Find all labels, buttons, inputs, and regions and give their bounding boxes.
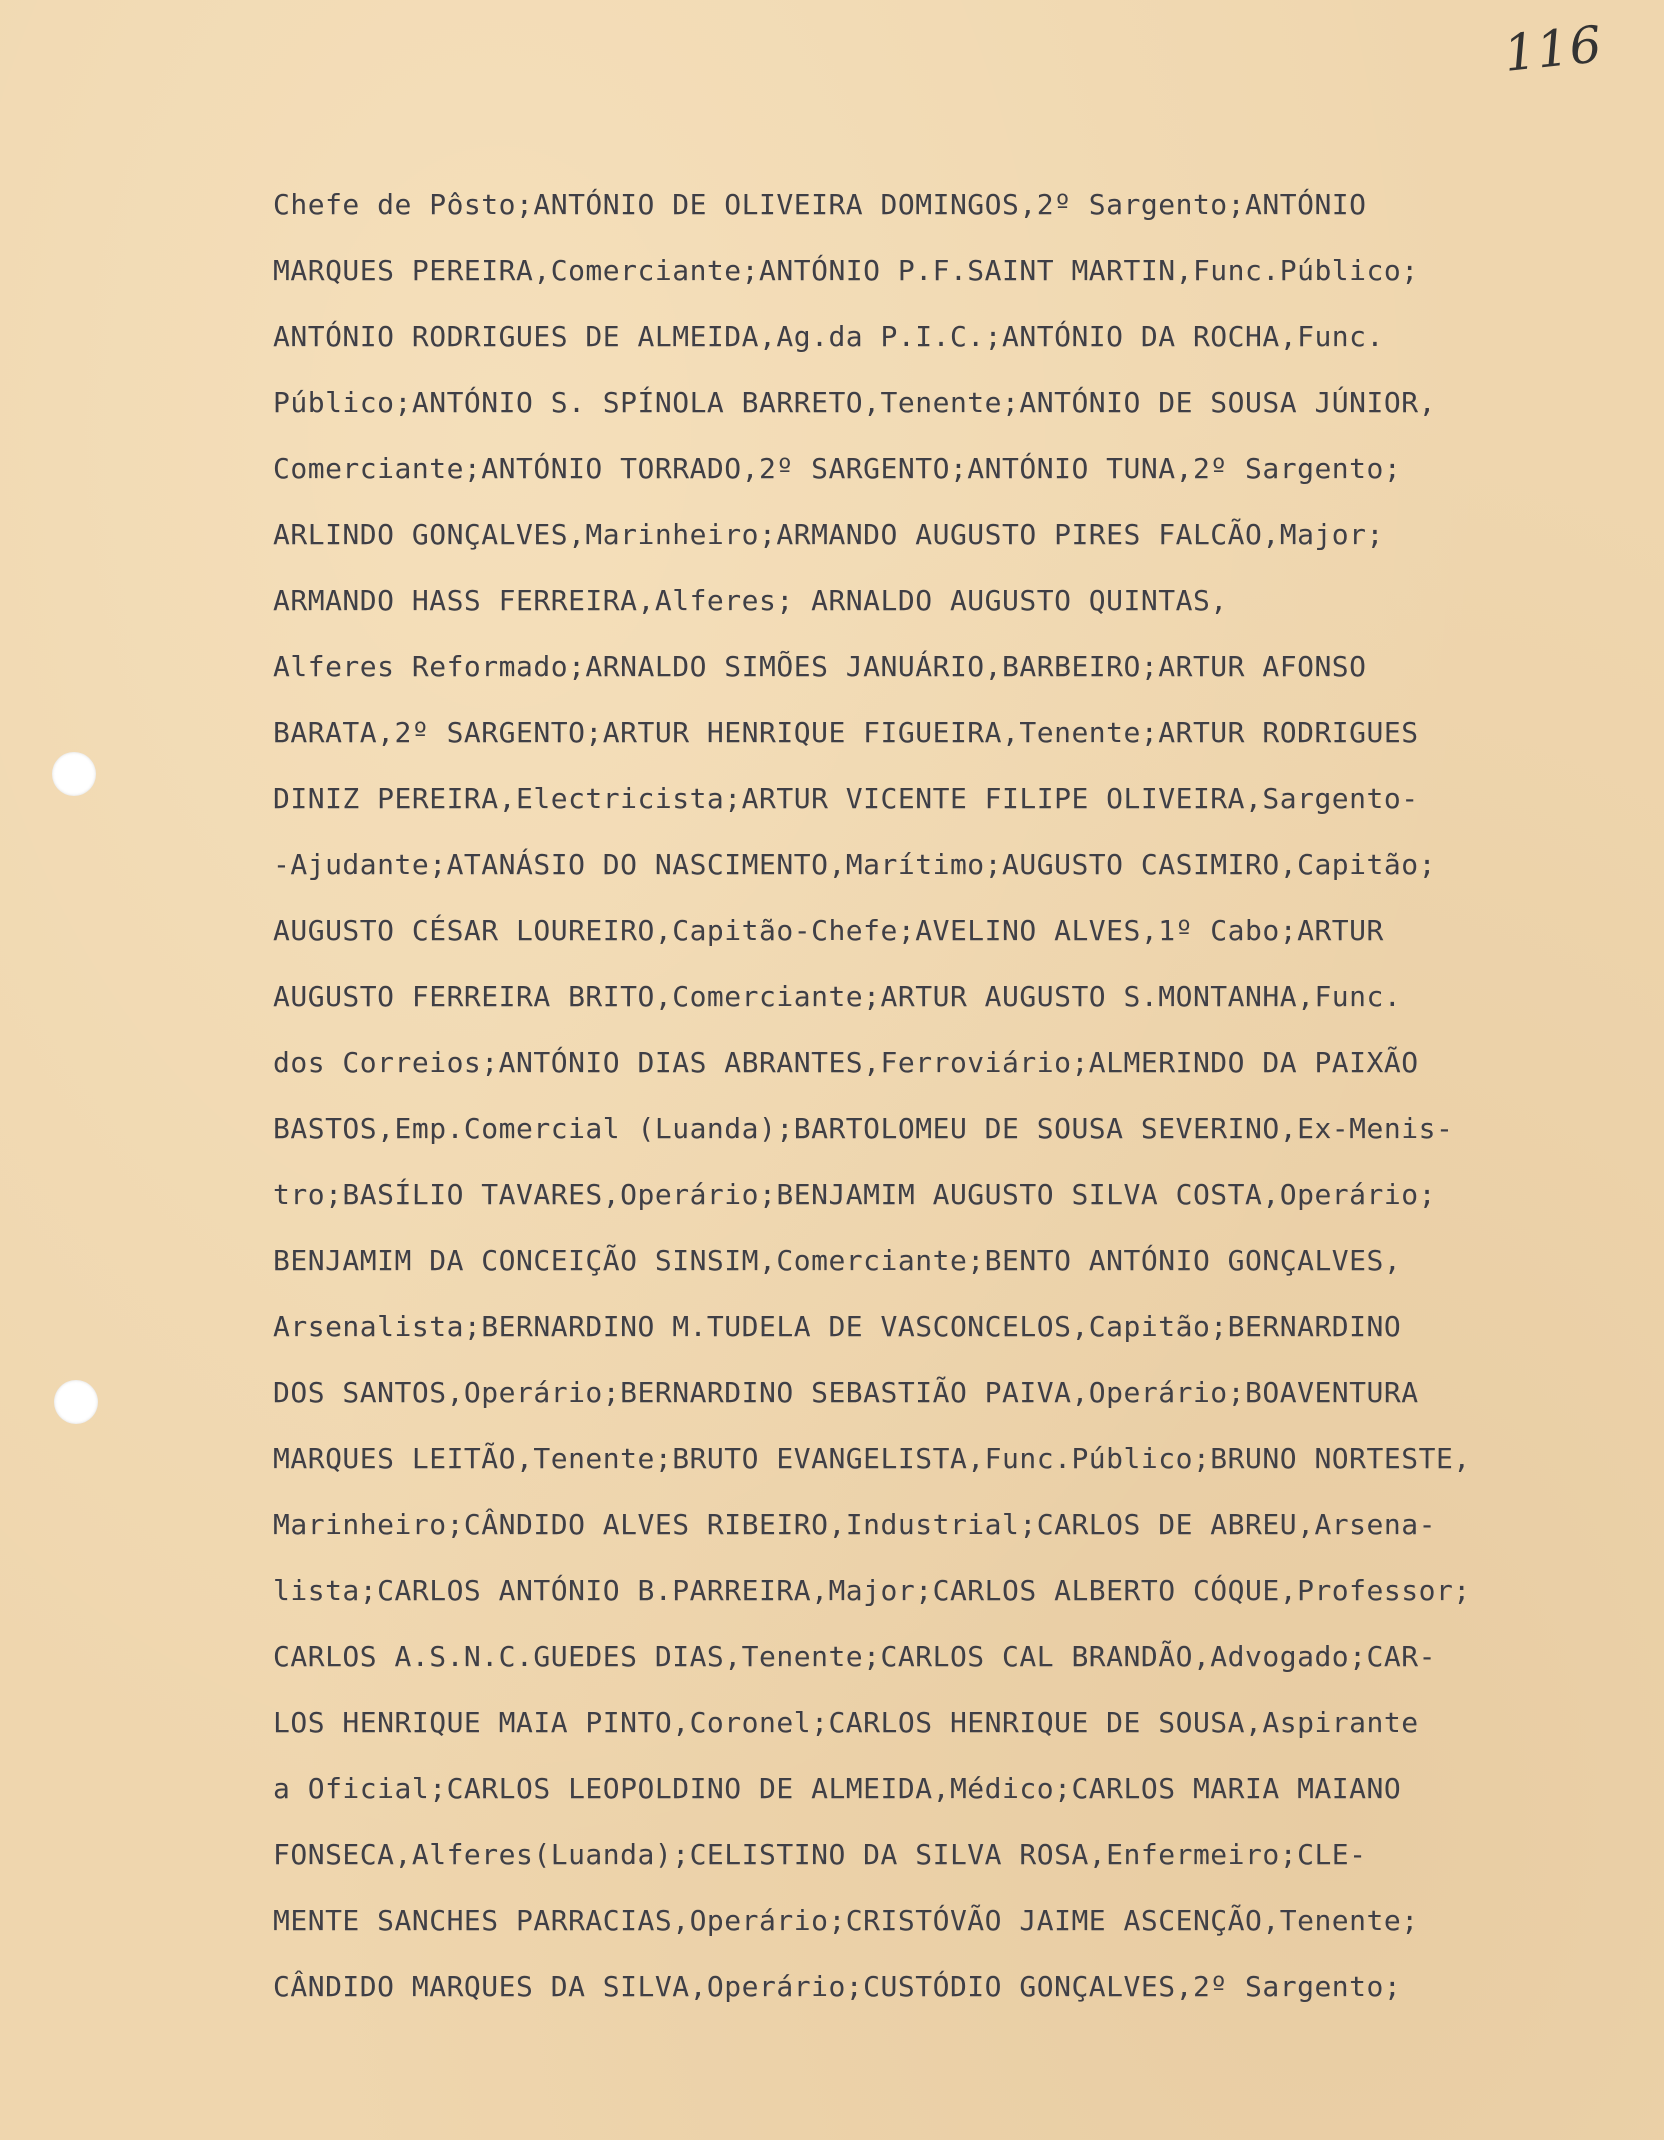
- text-line: Marinheiro;CÂNDIDO ALVES RIBEIRO,Industrial;CARLOS DE ABREU,Arsena-: [273, 1508, 1436, 1541]
- page-number: 116: [1501, 15, 1606, 83]
- text-line: dos Correios;ANTÓNIO DIAS ABRANTES,Ferroviário;ALMERINDO DA PAIXÃO: [273, 1046, 1419, 1079]
- text-line: MENTE SANCHES PARRACIAS,Operário;CRISTÓVÃO JAIME ASCENÇÃO,Tenente;: [273, 1904, 1419, 1937]
- text-line: ARMANDO HASS FERREIRA,Alferes; ARNALDO AUGUSTO QUINTAS,: [273, 584, 1228, 617]
- text-line: FONSECA,Alferes(Luanda);CELISTINO DA SILVA ROSA,Enfermeiro;CLE-: [273, 1838, 1367, 1871]
- text-line: -Ajudante;ATANÁSIO DO NASCIMENTO,Marítimo;AUGUSTO CASIMIRO,Capitão;: [273, 848, 1436, 881]
- text-line: DINIZ PEREIRA,Electricista;ARTUR VICENTE FILIPE OLIVEIRA,Sargento-: [273, 782, 1419, 815]
- text-line: Arsenalista;BERNARDINO M.TUDELA DE VASCONCELOS,Capitão;BERNARDINO: [273, 1310, 1402, 1343]
- text-line: Público;ANTÓNIO S. SPÍNOLA BARRETO,Tenente;ANTÓNIO DE SOUSA JÚNIOR,: [273, 386, 1436, 419]
- text-line: AUGUSTO FERREIRA BRITO,Comerciante;ARTUR AUGUSTO S.MONTANHA,Func.: [273, 980, 1402, 1013]
- text-line: Comerciante;ANTÓNIO TORRADO,2º SARGENTO;ANTÓNIO TUNA,2º Sargento;: [273, 452, 1402, 485]
- text-line: tro;BASÍLIO TAVARES,Operário;BENJAMIM AUGUSTO SILVA COSTA,Operário;: [273, 1178, 1436, 1211]
- text-line: CÂNDIDO MARQUES DA SILVA,Operário;CUSTÓDIO GONÇALVES,2º Sargento;: [273, 1970, 1402, 2003]
- text-line: AUGUSTO CÉSAR LOUREIRO,Capitão-Chefe;AVELINO ALVES,1º Cabo;ARTUR: [273, 914, 1384, 947]
- text-line: CARLOS A.S.N.C.GUEDES DIAS,Tenente;CARLOS CAL BRANDÃO,Advogado;CAR-: [273, 1640, 1436, 1673]
- text-line: DOS SANTOS,Operário;BERNARDINO SEBASTIÃO PAIVA,Operário;BOAVENTURA: [273, 1376, 1419, 1409]
- text-line: Chefe de Pôsto;ANTÓNIO DE OLIVEIRA DOMINGOS,2º Sargento;ANTÓNIO: [273, 188, 1367, 221]
- text-line: BASTOS,Emp.Comercial (Luanda);BARTOLOMEU DE SOUSA SEVERINO,Ex-Menis-: [273, 1112, 1454, 1145]
- text-line: MARQUES LEITÃO,Tenente;BRUTO EVANGELISTA,Func.Público;BRUNO NORTESTE,: [273, 1442, 1471, 1475]
- text-line: lista;CARLOS ANTÓNIO B.PARREIRA,Major;CARLOS ALBERTO CÓQUE,Professor;: [273, 1574, 1471, 1607]
- punch-hole: [52, 752, 96, 796]
- text-line: ARLINDO GONÇALVES,Marinheiro;ARMANDO AUGUSTO PIRES FALCÃO,Major;: [273, 518, 1384, 551]
- text-line: ANTÓNIO RODRIGUES DE ALMEIDA,Ag.da P.I.C.;ANTÓNIO DA ROCHA,Func.: [273, 320, 1384, 353]
- punch-hole: [54, 1380, 98, 1424]
- text-line: LOS HENRIQUE MAIA PINTO,Coronel;CARLOS HENRIQUE DE SOUSA,Aspirante: [273, 1706, 1419, 1739]
- text-line: Alferes Reformado;ARNALDO SIMÕES JANUÁRIO,BARBEIRO;ARTUR AFONSO: [273, 650, 1367, 683]
- text-line: a Oficial;CARLOS LEOPOLDINO DE ALMEIDA,Médico;CARLOS MARIA MAIANO: [273, 1772, 1402, 1805]
- text-line: BENJAMIM DA CONCEIÇÃO SINSIM,Comerciante;BENTO ANTÓNIO GONÇALVES,: [273, 1244, 1402, 1277]
- text-line: MARQUES PEREIRA,Comerciante;ANTÓNIO P.F.SAINT MARTIN,Func.Público;: [273, 254, 1419, 287]
- text-line: BARATA,2º SARGENTO;ARTUR HENRIQUE FIGUEIRA,Tenente;ARTUR RODRIGUES: [273, 716, 1419, 749]
- typed-text-block: [273, 176, 1643, 2024]
